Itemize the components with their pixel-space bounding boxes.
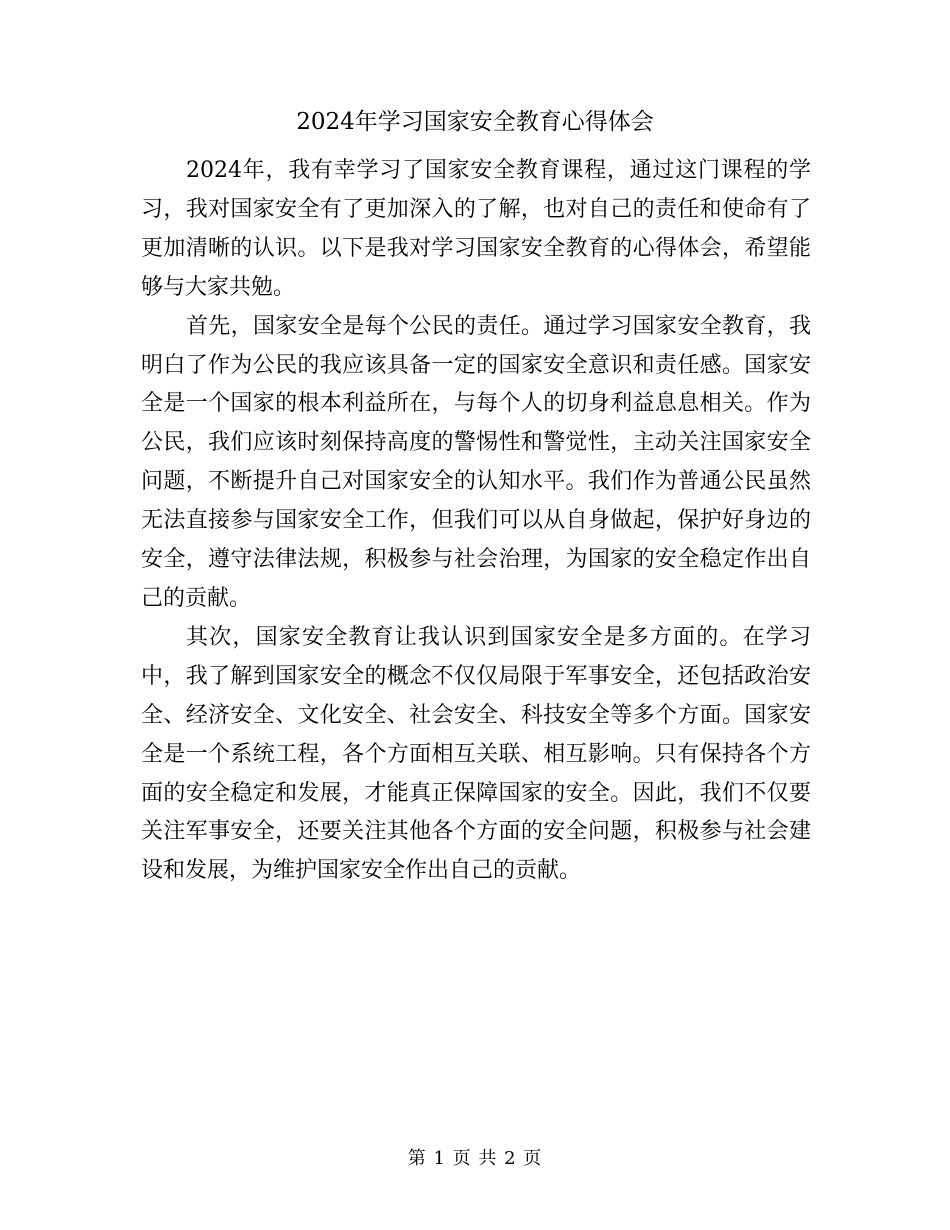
page-number-footer: 第 1 页 共 2 页	[407, 1148, 543, 1169]
document-body	[141, 152, 811, 891]
document-title: 2024年学习国家安全教育心得体会	[296, 109, 654, 135]
paragraph-2: 首先，国家安全是每个公民的责任。通过学习国家安全教育，我明白了作为公民的我应该具备一定的国家安全意识和责任感。国家安全是一个国家的根本利益所在，与每个人的切身利益息息相关。作为公民，我们应该时刻保持高度的警惕性和警觉性，主动关注国家安全问题，不断提升自己对国家安全的认知水平。我们作为普通公民虽然无法直接参与国家安全工作，但我们可以从自身做起，保护好身边的安全，遵守法律法规，积极参与社会治理，为国家的安全稳定作出自己的贡献。	[141, 313, 811, 611]
paragraph-3: 其次，国家安全教育让我认识到国家安全是多方面的。在学习中，我了解到国家安全的概念不仅仅局限于军事安全，还包括政治安全、经济安全、文化安全、社会安全、科技安全等多个方面。国家安全是一个系统工程，各个方面相互关联、相互影响。只有保持各个方面的安全稳定和发展，才能真正保障国家的安全。因此，我们不仅要关注军事安全，还要关注其他各个方面的安全问题，积极参与社会建设和发展，为维护国家安全作出自己的贡献。	[141, 624, 811, 884]
paragraph-1: 2024年，我有幸学习了国家安全教育课程，通过这门课程的学习，我对国家安全有了更加深入的了解，也对自己的责任和使命有了更加清晰的认识。以下是我对学习国家安全教育的心得体会，希望能够与大家共勉。	[141, 158, 811, 300]
